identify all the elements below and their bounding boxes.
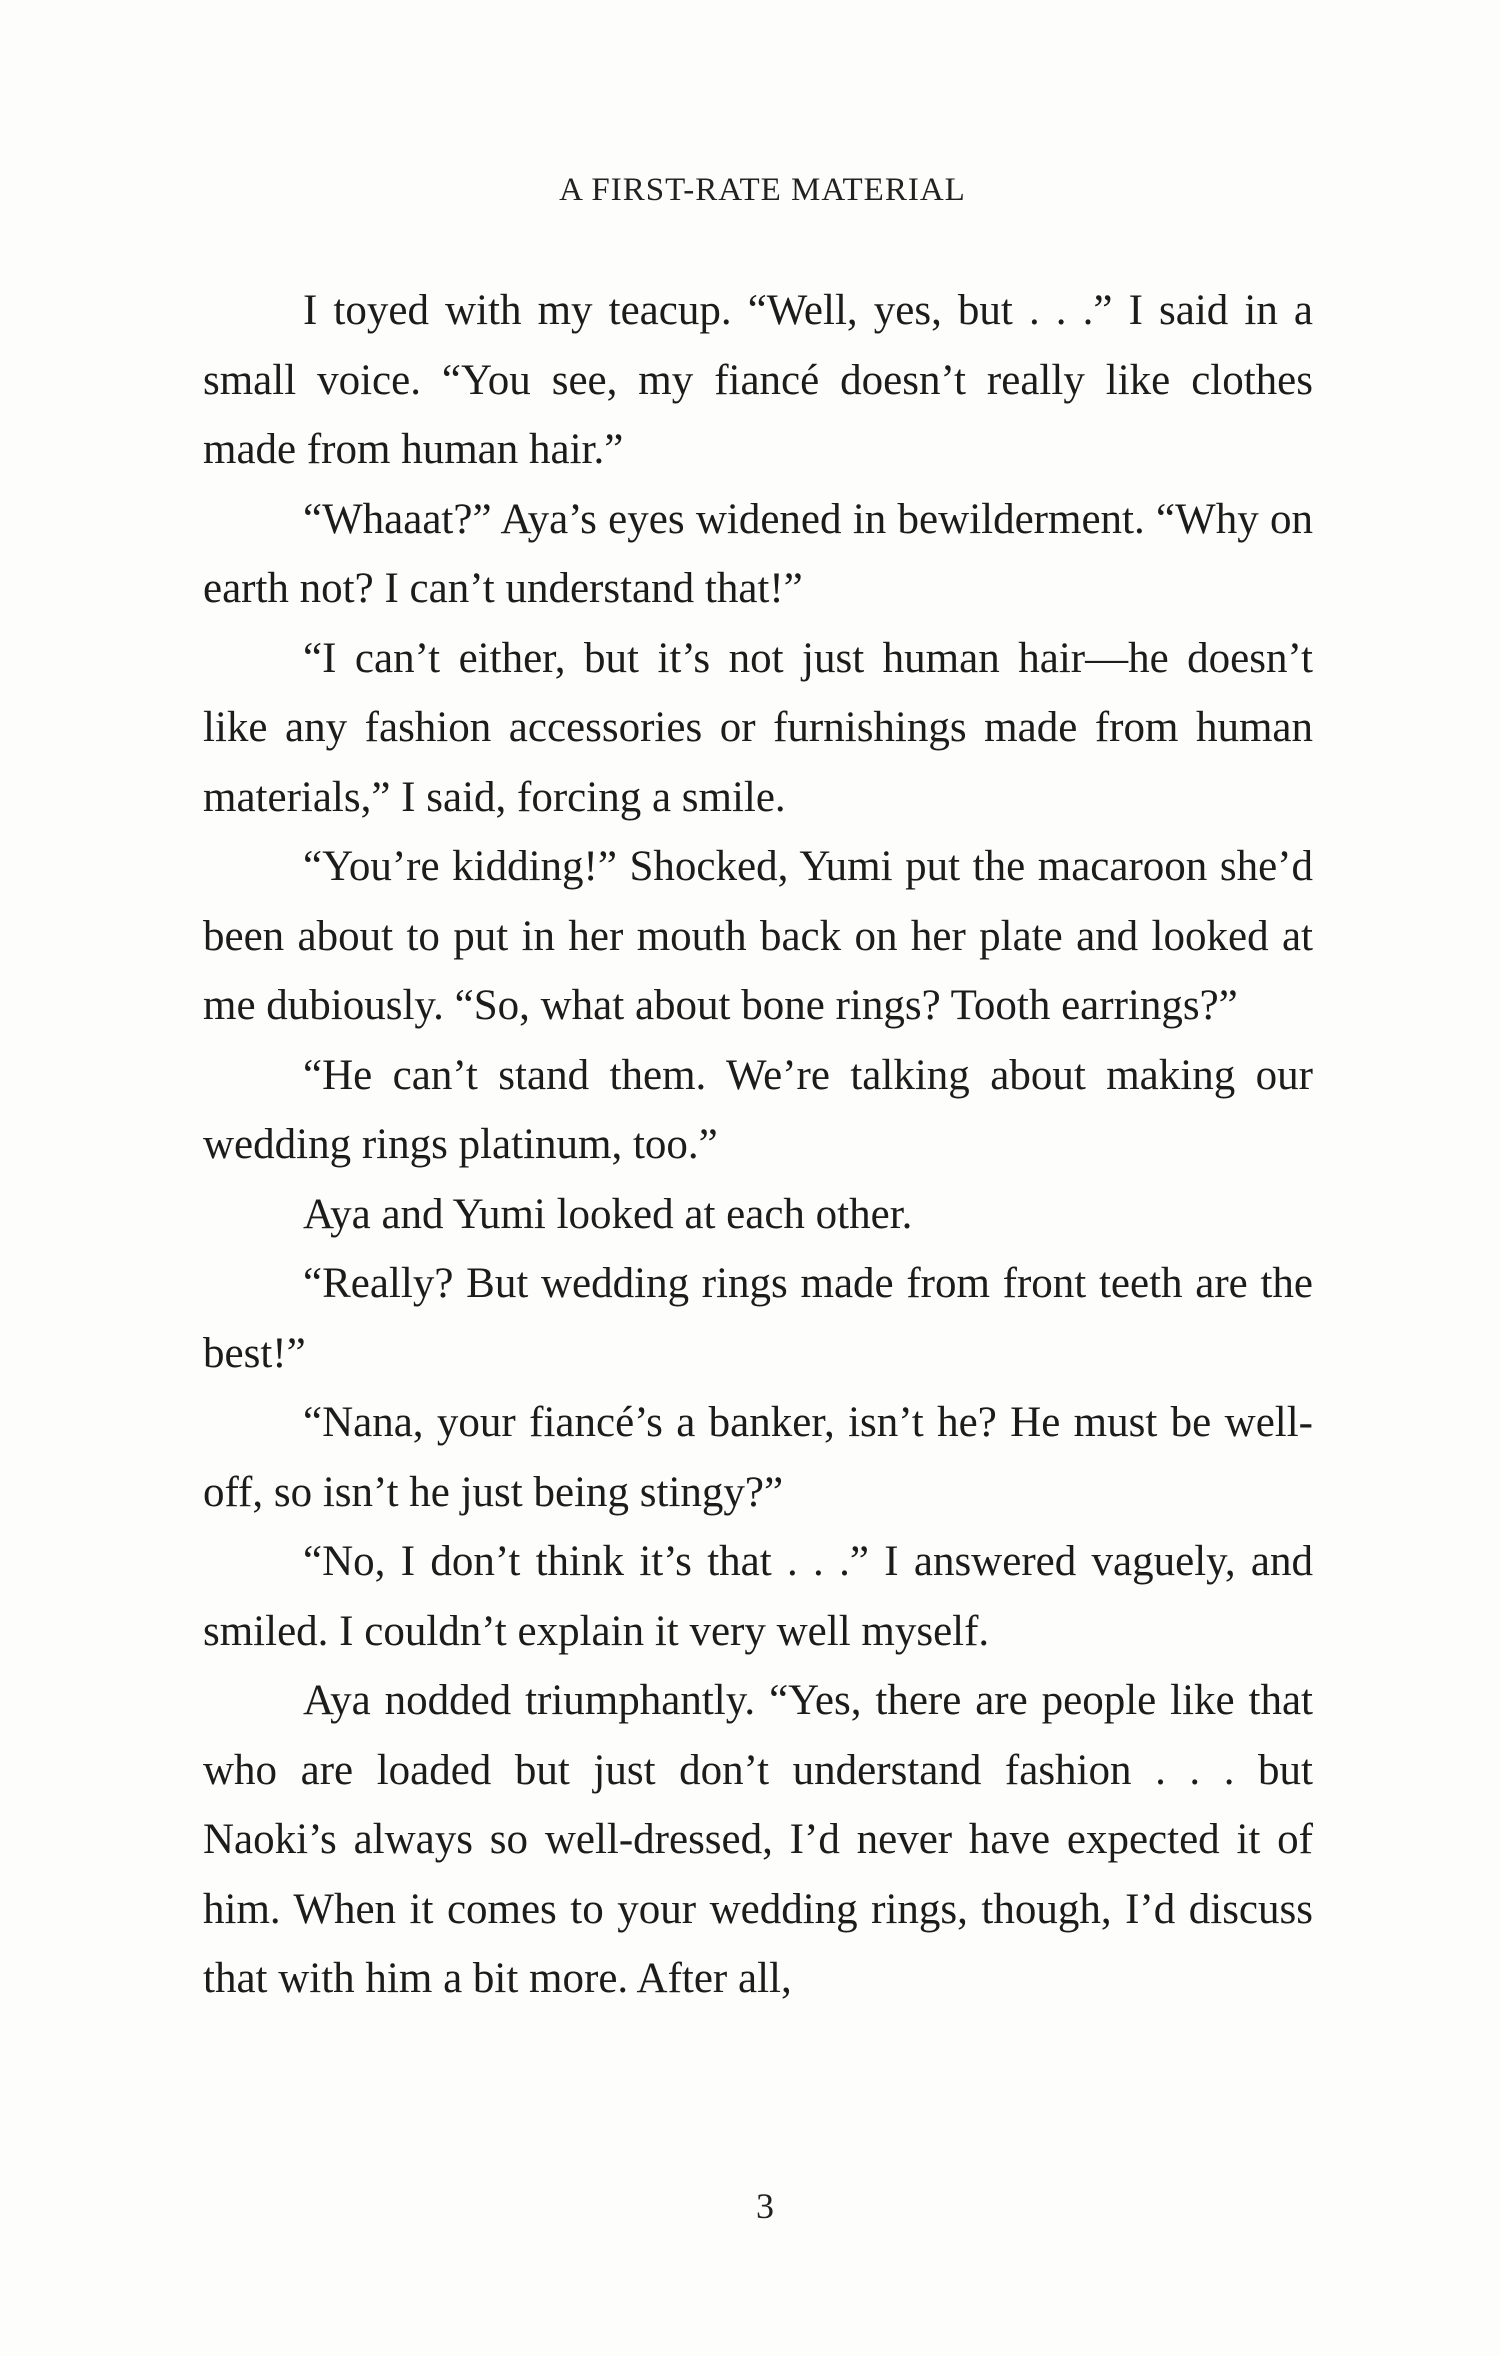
running-head: A FIRST-RATE MATERIAL	[559, 172, 966, 208]
paragraph: I toyed with my teacup. “Well, yes, but . . .” I said in a small voice. “You see, my fiancé doesn’t really like clothes made from human hair.”	[203, 287, 1313, 473]
paragraph: “He can’t stand them. We’re talking about making our wedding rings platinum, too.”	[203, 1051, 1313, 1168]
paragraph: Aya and Yumi looked at each other.	[303, 1190, 913, 1238]
body-text	[203, 276, 1313, 2014]
paragraph: “Really? But wedding rings made from front teeth are the best!”	[203, 1260, 1313, 1377]
paragraph: “You’re kidding!” Shocked, Yumi put the macaroon she’d been about to put in her mouth back on her plate and looked at me dubiously. “So, what about bone rings? Tooth earrings?”	[203, 843, 1313, 1029]
paragraph: “No, I don’t think it’s that . . .” I answered vaguely, and smiled. I couldn’t explain it very well myself.	[203, 1538, 1313, 1655]
paragraph: “Nana, your fiancé’s a banker, isn’t he? He must be well-off, so isn’t he just being stingy?”	[203, 1399, 1313, 1516]
page-number: 3	[756, 2186, 774, 2226]
paragraph: “Whaaat?” Aya’s eyes widened in bewilderment. “Why on earth not? I can’t understand that!”	[203, 495, 1313, 612]
paragraph: “I can’t either, but it’s not just human hair—he doesn’t like any fashion accessories or furnishings made from human materials,” I said, forcing a smile.	[203, 634, 1313, 821]
paragraph: Aya nodded triumphantly. “Yes, there are people like that who are loaded but just don’t understand fashion . . . but Naoki’s always so well-dressed, I’d never have expected it of him. When it comes to your wedding rings, though, I’d discuss that with him a bit more. After all,	[203, 1677, 1313, 2002]
